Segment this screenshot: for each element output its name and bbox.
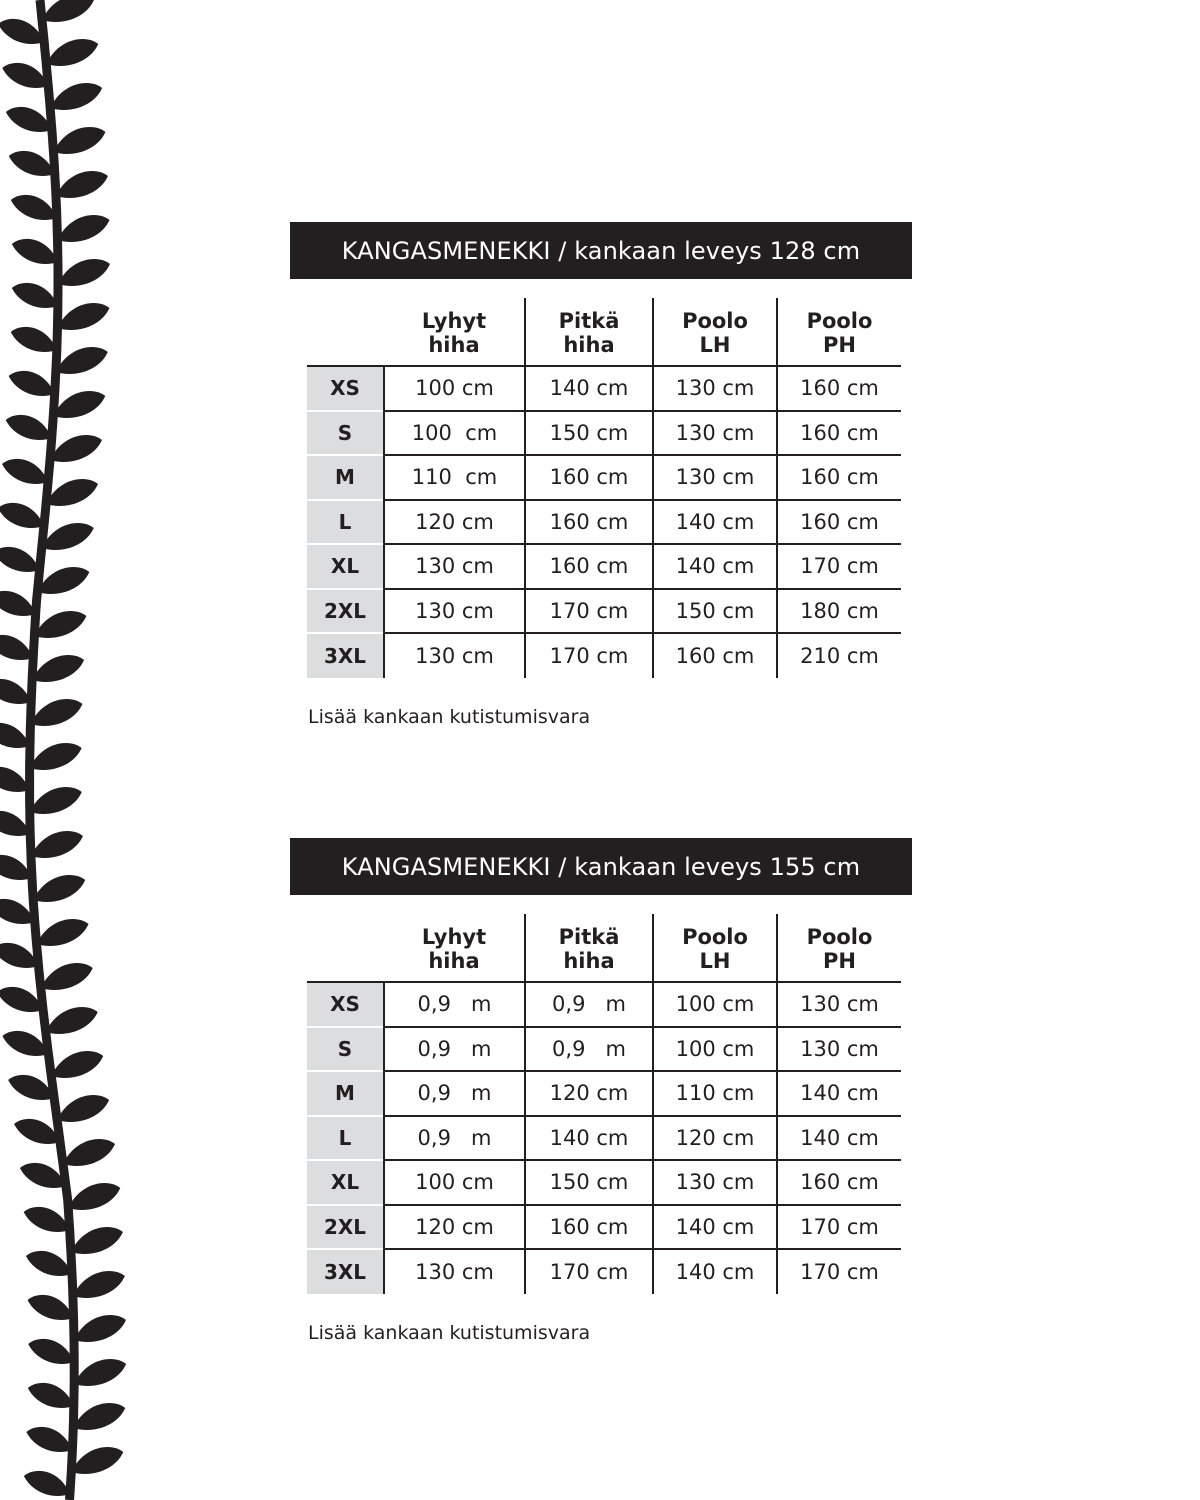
header-line: Lyhyt [421,309,487,333]
value-cell: 170 cm [777,1249,901,1294]
value-cell: 110 cm [384,455,525,500]
size-label: XL [307,544,384,589]
value-cell: 160 cm [777,500,901,545]
size-label: S [307,1027,384,1072]
fabric-consumption-table [307,298,901,678]
fabric-table-155 [290,838,912,1344]
leaf [73,1403,125,1430]
value-cell: 170 cm [525,589,653,634]
leaf [30,743,82,770]
leaf [74,1315,126,1342]
value-cell: 160 cm [525,544,653,589]
table-row [307,1027,901,1072]
header-line: Pitkä [558,925,620,949]
leaf-vine-icon [0,0,140,1500]
size-label: M [307,1071,384,1116]
leaf [28,1295,74,1320]
table-row [307,589,901,634]
value-cell: 170 cm [777,544,901,589]
header-line: LH [699,949,731,973]
leaf [63,1139,115,1166]
column-header [777,914,901,982]
leaf [24,1471,70,1496]
size-label: 3XL [307,633,384,678]
leaf [56,171,108,198]
size-label: XS [307,366,384,411]
leaf [0,19,44,44]
leaf [28,1383,74,1408]
leaf [50,83,102,110]
value-cell: 210 cm [777,633,901,678]
leaf [53,391,105,418]
leaf [32,655,84,682]
size-label: XL [307,1160,384,1205]
header-line: Poolo [806,925,873,949]
value-cell: 140 cm [653,1249,777,1294]
header-line: hiha [563,949,615,973]
table-row [307,1160,901,1205]
value-cell: 130 cm [384,589,525,634]
leaf [74,1359,126,1386]
value-cell: 180 cm [777,589,901,634]
leaf [42,523,94,550]
leaf [11,327,57,352]
table-row [307,1249,901,1294]
value-cell: 150 cm [525,411,653,456]
size-label: S [307,411,384,456]
leaf [46,1007,98,1034]
value-cell: 140 cm [653,1205,777,1250]
value-cell: 150 cm [525,1160,653,1205]
shrinkage-note: Lisää kankaan kutistumisvara [308,1321,591,1344]
table-row [307,500,901,545]
value-cell: 0,9 m [384,982,525,1027]
value-cell: 120 cm [384,1205,525,1250]
value-cell: 170 cm [525,1249,653,1294]
table-row [307,411,901,456]
header-line: Pitkä [558,309,620,333]
value-cell: 140 cm [653,544,777,589]
column-header [525,914,653,982]
column-header [525,298,653,366]
leaf [56,347,108,374]
leaf [73,1271,125,1298]
leaf [2,63,48,88]
table-title: KANGASMENEKKI / kankaan leveys 155 cm [290,838,912,895]
header-line: PH [823,333,856,357]
leaf [0,635,33,660]
shrinkage-note: Lisää kankaan kutistumisvara [308,705,591,728]
header-row [307,298,901,366]
table-title: KANGASMENEKKI / kankaan leveys 128 cm [290,222,912,279]
leaf [9,151,55,176]
value-cell: 160 cm [525,500,653,545]
fabric-table-128 [290,222,912,728]
value-cell: 130 cm [777,982,901,1027]
size-label: 2XL [307,1205,384,1250]
leaf [30,787,82,814]
leaf [9,371,55,396]
leaf [53,127,105,154]
header-line: hiha [428,949,480,973]
size-label: L [307,1116,384,1161]
value-cell: 110 cm [653,1071,777,1116]
fabric-consumption-table [307,914,901,1294]
value-cell: 120 cm [653,1116,777,1161]
leaf [34,611,86,638]
header-line: Poolo [682,309,748,333]
value-cell: 170 cm [525,633,653,678]
leaf [46,479,98,506]
leaf [6,415,52,440]
value-cell: 160 cm [777,366,901,411]
leaf [71,1447,123,1474]
leaf [68,1183,120,1210]
value-cell: 0,9 m [525,1027,653,1072]
leaf [2,1031,48,1056]
column-header [653,298,777,366]
value-cell: 130 cm [384,544,525,589]
leaf [57,1095,109,1122]
size-label: 2XL [307,589,384,634]
leaf [0,679,31,704]
value-cell: 130 cm [384,1249,525,1294]
leaf [30,699,82,726]
table-row [307,366,901,411]
size-label: L [307,500,384,545]
value-cell: 130 cm [653,411,777,456]
leaf [12,283,58,308]
size-label: M [307,455,384,500]
header-line: hiha [563,333,615,357]
header-row [307,914,901,982]
value-cell: 100 cm [384,1160,525,1205]
value-cell: 100 cm [653,1027,777,1072]
leaf [42,0,94,22]
column-header [777,298,901,366]
leaf [6,107,52,132]
header-line: Poolo [682,925,748,949]
leaf [26,1251,72,1276]
value-cell: 130 cm [653,1160,777,1205]
leaf [28,1339,74,1364]
leaf [12,239,58,264]
leaf [37,919,89,946]
leaf [0,591,36,616]
header-line: hiha [428,333,480,357]
value-cell: 160 cm [777,411,901,456]
value-cell: 160 cm [777,455,901,500]
leaf [26,1427,72,1452]
value-cell: 100 cm [653,982,777,1027]
leaf [0,503,44,528]
header-line: PH [823,949,856,973]
value-cell: 160 cm [777,1160,901,1205]
table-row [307,1205,901,1250]
value-cell: 130 cm [653,455,777,500]
value-cell: 0,9 m [384,1071,525,1116]
table-row [307,544,901,589]
size-label: 3XL [307,1249,384,1294]
table-row [307,633,901,678]
value-cell: 100 cm [384,411,525,456]
value-cell: 160 cm [525,1205,653,1250]
table-row [307,455,901,500]
value-cell: 140 cm [525,366,653,411]
leaf [0,723,30,748]
value-cell: 120 cm [525,1071,653,1116]
value-cell: 160 cm [525,455,653,500]
value-cell: 0,9 m [525,982,653,1027]
column-header [384,298,525,366]
value-cell: 0,9 m [384,1116,525,1161]
value-cell: 130 cm [653,366,777,411]
table-row [307,1071,901,1116]
leaf [37,567,89,594]
table-row [307,982,901,1027]
leaf [57,215,109,242]
value-cell: 0,9 m [384,1027,525,1072]
leaf [58,259,110,286]
leaf [71,1227,123,1254]
table-row [307,1116,901,1161]
column-header [384,914,525,982]
value-cell: 130 cm [384,633,525,678]
leaf [50,435,102,462]
value-cell: 140 cm [777,1116,901,1161]
value-cell: 150 cm [653,589,777,634]
leaf [0,547,40,572]
leaf [57,303,109,330]
value-cell: 120 cm [384,500,525,545]
value-cell: 100 cm [384,366,525,411]
leaf [41,963,93,990]
leaf [33,875,85,902]
value-cell: 140 cm [777,1071,901,1116]
leaf [51,1051,103,1078]
size-label: XS [307,982,384,1027]
leaf [46,39,98,66]
value-cell: 170 cm [777,1205,901,1250]
header-line: LH [699,333,731,357]
leaf [31,831,83,858]
corner-cell [307,914,384,982]
leaf [24,1207,70,1232]
header-line: Lyhyt [421,925,487,949]
value-cell: 160 cm [653,633,777,678]
header-line: Poolo [806,309,873,333]
leaf [11,195,57,220]
value-cell: 140 cm [653,500,777,545]
value-cell: 140 cm [525,1116,653,1161]
value-cell: 130 cm [777,1027,901,1072]
column-header [653,914,777,982]
corner-cell [307,298,384,366]
leaf [2,459,48,484]
